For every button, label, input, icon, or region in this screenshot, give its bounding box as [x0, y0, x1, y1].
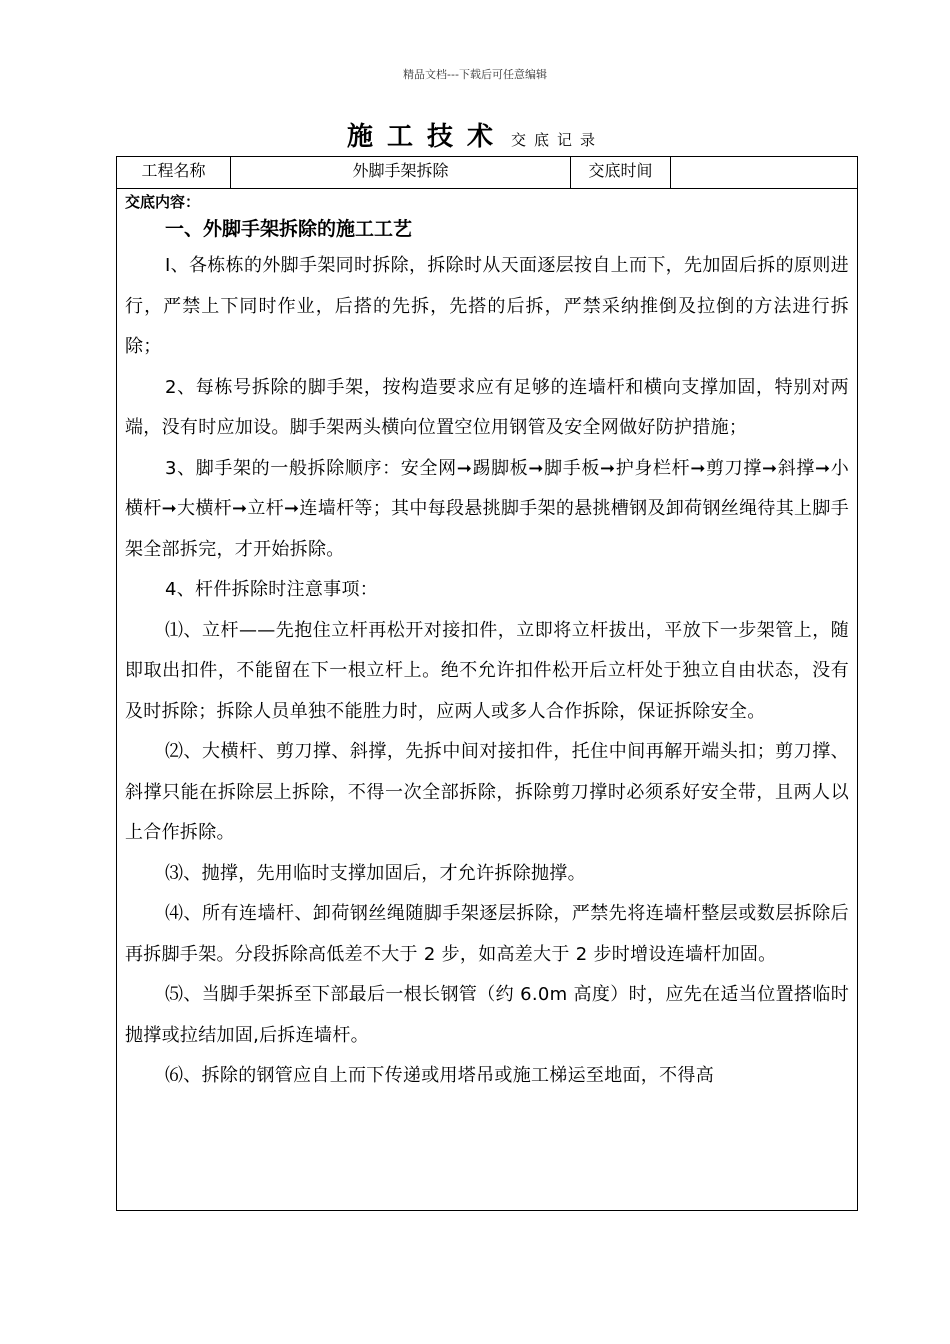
disclosure-content — [125, 192, 849, 1097]
project-name-label: 工程名称 — [117, 157, 231, 188]
paragraph-4-5: ⑸、当脚手架拆至下部最后一根长钢管（约 6.0m 高度）时，应先在适当位置搭临时抛撑或拉结加固,后拆连墙杆。 — [125, 984, 849, 1046]
info-row — [117, 157, 857, 189]
title-sub: 交底记录 — [511, 131, 604, 149]
disclosure-form — [116, 156, 858, 1211]
disclosure-time-value — [671, 157, 857, 188]
paragraph-4-6: ⑹、拆除的钢管应自上而下传递或用塔吊或施工梯运至地面，不得高 — [165, 1065, 714, 1086]
paragraph-1: Ⅰ、各栋栋的外脚手架同时拆除，拆除时从天面逐层按自上而下，先加固后拆的原则进行，严禁上下同时作业，后搭的先拆，先搭的后拆，严禁采纳推倒及拉倒的方法进行拆除； — [125, 255, 849, 357]
paragraph-4-3: ⑶、抛撑，先用临时支撑加固后，才允许拆除抛撑。 — [165, 862, 586, 884]
paragraph-4-1: ⑴、立杆——先抱住立杆再松开对接扣件，立即将立杆拔出，平放下一步架管上，随即取出扣件，不能留在下一根立杆上。绝不允许扣件松开后立杆处于独立自由状态，没有及时拆除；拆除人员单独不能胜力时，应两人或多人合作拆除，保证拆除安全。 — [125, 619, 849, 722]
disclosure-time-label: 交底时间 — [571, 157, 671, 188]
section-heading: 一、外脚手架拆除的施工工艺 — [165, 218, 413, 240]
content-label: 交底内容： — [125, 193, 201, 211]
paragraph-4-2: ⑵、大横杆、剪刀撑、斜撑，先拆中间对接扣件，托住中间再解开端头扣；剪刀撑、斜撑只能在拆除层上拆除，不得一次全部拆除，拆除剪刀撑时必须系好安全带，且两人以上合作拆除。 — [125, 741, 849, 843]
title-main: 施工技术 — [346, 122, 507, 152]
header-note: 精品文档---下载后可任意编辑 — [403, 68, 547, 81]
paragraph-4-4: ⑷、所有连墙杆、卸荷钢丝绳随脚手架逐层拆除，严禁先将连墙杆整层或数层拆除后再拆脚手架。分段拆除高低差不大于 2 步，如高差大于 2 步时增设连墙杆加固。 — [125, 903, 849, 965]
paragraph-4: 4、杆件拆除时注意事项： — [165, 579, 379, 600]
paragraph-2: 2、每栋号拆除的脚手架，按构造要求应有足够的连墙杆和横向支撑加固，特别对两端，没有时应加设。脚手架两头横向位置空位用钢管及安全网做好防护措施； — [125, 376, 849, 438]
page-title — [0, 116, 950, 153]
paragraph-3: 3、脚手架的一般拆除顺序：安全网➞踢脚板➞脚手板➞护身栏杆➞剪刀撑➞斜撑➞小横杆➞大横杆➞立杆➞连墙杆等；其中每段悬挑脚手架的悬挑槽钢及卸荷钢丝绳待其上脚手架全部拆完，才开始拆除。 — [125, 457, 849, 560]
project-name-value: 外脚手架拆除 — [231, 157, 571, 188]
